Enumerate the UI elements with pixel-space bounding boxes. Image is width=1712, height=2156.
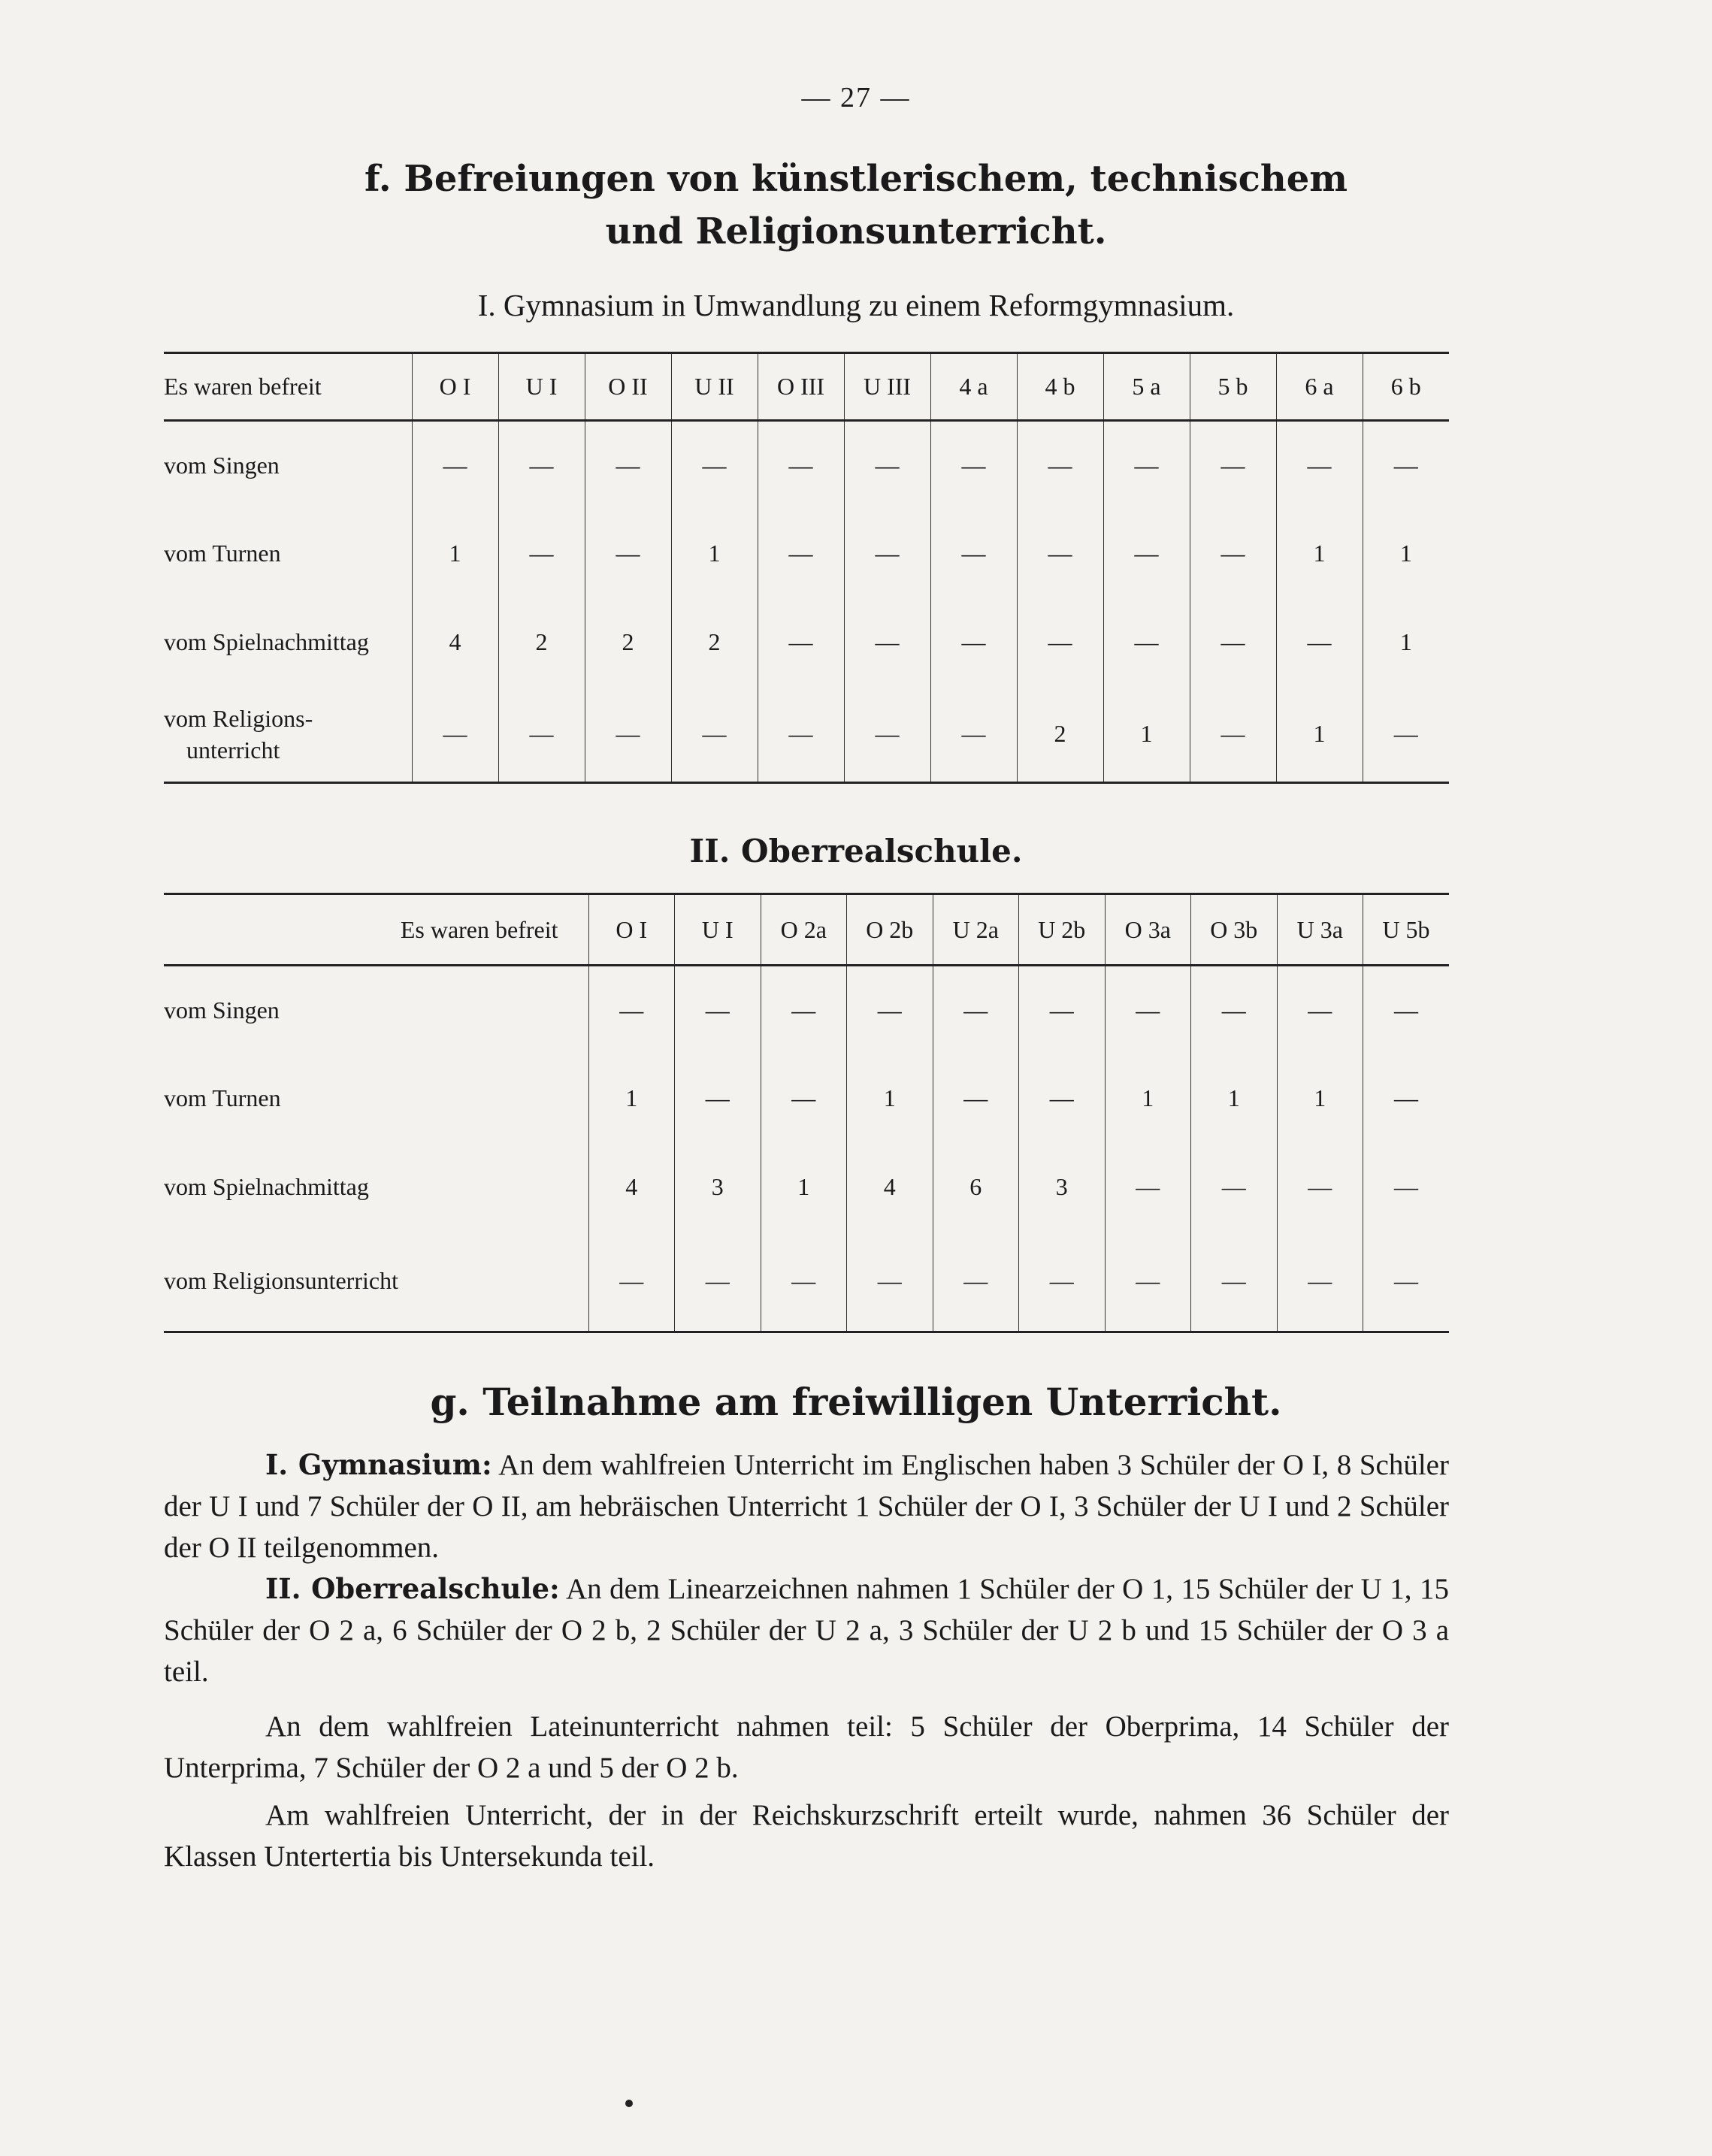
table-cell: — bbox=[1017, 421, 1103, 510]
column-header: U 5b bbox=[1363, 894, 1450, 966]
table-cell: — bbox=[1019, 1054, 1106, 1143]
row-label: vom Spielnachmittag bbox=[164, 628, 369, 655]
column-header: 5 b bbox=[1190, 353, 1276, 421]
table-cell: — bbox=[1103, 510, 1190, 598]
column-header: 6 a bbox=[1276, 353, 1363, 421]
table-cell: — bbox=[761, 1054, 847, 1143]
table-header-row bbox=[164, 353, 1449, 421]
paragraph-label: I. Gymnasium: bbox=[265, 1448, 492, 1481]
table-cell: 4 bbox=[412, 598, 498, 687]
oberrealschule-exemptions-table bbox=[164, 893, 1449, 1333]
table-cell: — bbox=[585, 687, 671, 783]
table-cell: — bbox=[933, 1054, 1019, 1143]
paragraph-oberrealschule bbox=[164, 1568, 1449, 1692]
table-cell: 2 bbox=[671, 598, 758, 687]
table-row bbox=[164, 687, 1449, 783]
table-cell: 6 bbox=[933, 1143, 1019, 1232]
table-header-row bbox=[164, 894, 1449, 966]
table-cell: — bbox=[844, 687, 930, 783]
table-cell: — bbox=[847, 1232, 933, 1332]
table-cell: 1 bbox=[1276, 687, 1363, 783]
table-cell: 2 bbox=[498, 598, 585, 687]
table-cell: 1 bbox=[671, 510, 758, 598]
column-header: U 3a bbox=[1277, 894, 1363, 966]
table-cell: 4 bbox=[847, 1143, 933, 1232]
table-cell: — bbox=[933, 1232, 1019, 1332]
column-header: O I bbox=[412, 353, 498, 421]
table-cell: — bbox=[1190, 598, 1276, 687]
table-cell: — bbox=[588, 966, 675, 1054]
table-cell: — bbox=[671, 421, 758, 510]
table-cell: — bbox=[675, 966, 761, 1054]
table-row bbox=[164, 510, 1449, 598]
column-header: U III bbox=[844, 353, 930, 421]
table-cell: — bbox=[1105, 966, 1191, 1054]
table-cell: — bbox=[412, 421, 498, 510]
column-header: O 2a bbox=[761, 894, 847, 966]
table-cell: 1 bbox=[1363, 510, 1449, 598]
row-label bbox=[164, 687, 412, 783]
table-cell: — bbox=[498, 421, 585, 510]
table-cell: — bbox=[1190, 510, 1276, 598]
column-header: U 2b bbox=[1019, 894, 1106, 966]
oberrealschule-subtitle: II. Oberrealschule. bbox=[689, 833, 1023, 869]
table-row bbox=[164, 598, 1449, 687]
table-row bbox=[164, 966, 1449, 1054]
table-cell: — bbox=[1277, 1143, 1363, 1232]
table-cell: 3 bbox=[675, 1143, 761, 1232]
table-cell: 1 bbox=[1105, 1054, 1191, 1143]
table-cell: — bbox=[1277, 1232, 1363, 1332]
table-cell: 1 bbox=[412, 510, 498, 598]
table-cell: — bbox=[1363, 1143, 1450, 1232]
table-cell: 2 bbox=[585, 598, 671, 687]
page-number: — 27 — bbox=[801, 82, 911, 113]
paragraph-text: An dem Linearzeichnen nahmen 1 Schüler der O 1, 15 Schüler der U 1, 15 Schüler der O 2 a, 6 Schüler der O 2 b, 2 Schüler der U 2 a, 3 Schüler der U 2 b und 15 Schüler der O 3 a teil. bbox=[164, 1573, 1449, 1688]
table-row bbox=[164, 1054, 1449, 1143]
table-cell: — bbox=[847, 966, 933, 1054]
row-label-line2: unterricht bbox=[186, 736, 280, 764]
table-cell: — bbox=[585, 510, 671, 598]
column-header: 6 b bbox=[1363, 353, 1449, 421]
column-header: U I bbox=[498, 353, 585, 421]
paragraph-gymnasium bbox=[164, 1444, 1449, 1568]
paragraph-latin: An dem wahlfreien Lateinunterricht nahmen teil: 5 Schüler der Oberprima, 14 Schüler der Unterprima, 7 Schüler der O 2 a und 5 der O 2 b. bbox=[164, 1710, 1449, 1784]
table-cell: — bbox=[675, 1232, 761, 1332]
table-cell: — bbox=[930, 687, 1017, 783]
table-cell: — bbox=[1191, 966, 1278, 1054]
table-cell: — bbox=[1017, 598, 1103, 687]
table-cell: 1 bbox=[1191, 1054, 1278, 1143]
table-row bbox=[164, 1232, 1449, 1332]
table-cell: — bbox=[1190, 421, 1276, 510]
table-cell: — bbox=[930, 421, 1017, 510]
column-header-label: Es waren befreit bbox=[164, 373, 322, 400]
row-label: vom Spielnachmittag bbox=[164, 1173, 369, 1200]
row-label: vom Turnen bbox=[164, 1084, 281, 1111]
table-cell: 2 bbox=[1017, 687, 1103, 783]
row-label-line1: vom Religions- bbox=[164, 704, 313, 732]
column-header: U I bbox=[675, 894, 761, 966]
column-header: U 2a bbox=[933, 894, 1019, 966]
table-row bbox=[164, 1143, 1449, 1232]
table-cell: — bbox=[761, 1232, 847, 1332]
print-dot bbox=[625, 2100, 633, 2107]
column-header: 4 a bbox=[930, 353, 1017, 421]
table-cell: 1 bbox=[1363, 598, 1449, 687]
table-cell: — bbox=[930, 510, 1017, 598]
table-cell: — bbox=[758, 421, 844, 510]
table-cell: — bbox=[675, 1054, 761, 1143]
column-header: O I bbox=[588, 894, 675, 966]
table-cell: — bbox=[498, 510, 585, 598]
table-cell: — bbox=[1017, 510, 1103, 598]
column-header: O III bbox=[758, 353, 844, 421]
table-cell: — bbox=[498, 687, 585, 783]
column-header: U II bbox=[671, 353, 758, 421]
section-f-title-line1: f. Befreiungen von künstlerischem, technischem bbox=[364, 158, 1348, 200]
table-cell: 4 bbox=[588, 1143, 675, 1232]
table-cell: — bbox=[1363, 966, 1450, 1054]
table-cell: 1 bbox=[1277, 1054, 1363, 1143]
table-cell: 1 bbox=[761, 1143, 847, 1232]
table-cell: — bbox=[758, 687, 844, 783]
table-cell: — bbox=[1277, 966, 1363, 1054]
column-header: O 3a bbox=[1105, 894, 1191, 966]
column-header: 5 a bbox=[1103, 353, 1190, 421]
table-cell: — bbox=[588, 1232, 675, 1332]
table-cell: 1 bbox=[1276, 510, 1363, 598]
table-cell: — bbox=[758, 510, 844, 598]
table-cell: — bbox=[1191, 1232, 1278, 1332]
table-cell: — bbox=[844, 421, 930, 510]
table-row bbox=[164, 421, 1449, 510]
table-cell: 1 bbox=[847, 1054, 933, 1143]
table-cell: — bbox=[1103, 598, 1190, 687]
paragraph-shorthand: Am wahlfreien Unterricht, der in der Reichskurzschrift erteilt wurde, nahmen 36 Schüler der Klassen Untertertia bis Untersekunda teil. bbox=[164, 1799, 1449, 1873]
table-cell: — bbox=[1363, 421, 1449, 510]
table-cell: — bbox=[758, 598, 844, 687]
table-cell: — bbox=[1191, 1143, 1278, 1232]
table-cell: — bbox=[1363, 1232, 1450, 1332]
row-label: vom Singen bbox=[164, 996, 280, 1024]
table-cell: — bbox=[1103, 421, 1190, 510]
column-header: O 2b bbox=[847, 894, 933, 966]
section-g-body bbox=[164, 1444, 1449, 1877]
table-cell: — bbox=[671, 687, 758, 783]
table-cell: — bbox=[1363, 1054, 1450, 1143]
table-cell: — bbox=[933, 966, 1019, 1054]
table-cell: — bbox=[412, 687, 498, 783]
table-cell: — bbox=[1105, 1143, 1191, 1232]
table-cell: 1 bbox=[1103, 687, 1190, 783]
table-cell: — bbox=[1019, 1232, 1106, 1332]
table-cell: 1 bbox=[588, 1054, 675, 1143]
gymnasium-exemptions-table bbox=[164, 352, 1449, 784]
row-label: vom Singen bbox=[164, 451, 280, 479]
table-cell: — bbox=[1019, 966, 1106, 1054]
column-header: O 3b bbox=[1191, 894, 1278, 966]
paragraph-label: II. Oberrealschule: bbox=[265, 1572, 560, 1605]
table-cell: — bbox=[1276, 598, 1363, 687]
column-header: O II bbox=[585, 353, 671, 421]
table-cell: — bbox=[1276, 421, 1363, 510]
section-g-title: g. Teilnahme am freiwilligen Unterricht. bbox=[430, 1380, 1282, 1424]
table-cell: 3 bbox=[1019, 1143, 1106, 1232]
table-cell: — bbox=[844, 510, 930, 598]
table-cell: — bbox=[930, 598, 1017, 687]
table-cell: — bbox=[1363, 687, 1449, 783]
row-label: vom Turnen bbox=[164, 540, 281, 567]
table-cell: — bbox=[844, 598, 930, 687]
column-header: 4 b bbox=[1017, 353, 1103, 421]
table-cell: — bbox=[761, 966, 847, 1054]
table-cell: — bbox=[1105, 1232, 1191, 1332]
row-label: vom Religionsunterricht bbox=[164, 1267, 398, 1295]
table-cell: — bbox=[1190, 687, 1276, 783]
table-cell: — bbox=[585, 421, 671, 510]
paragraph-text: An dem wahlfreien Unterricht im Englischen haben 3 Schüler der O I, 8 Schüler der U I und 7 Schüler der O II, am hebräischen Unterricht 1 Schüler der O I, 3 Schüler der U I und 2 Schüler der O II teilgenommen. bbox=[164, 1449, 1449, 1564]
column-header-label: Es waren befreit bbox=[400, 915, 558, 943]
gymnasium-subtitle: I. Gymnasium in Umwandlung zu einem Reformgymnasium. bbox=[477, 288, 1235, 322]
section-f-title-line2: und Religionsunterricht. bbox=[605, 210, 1107, 252]
